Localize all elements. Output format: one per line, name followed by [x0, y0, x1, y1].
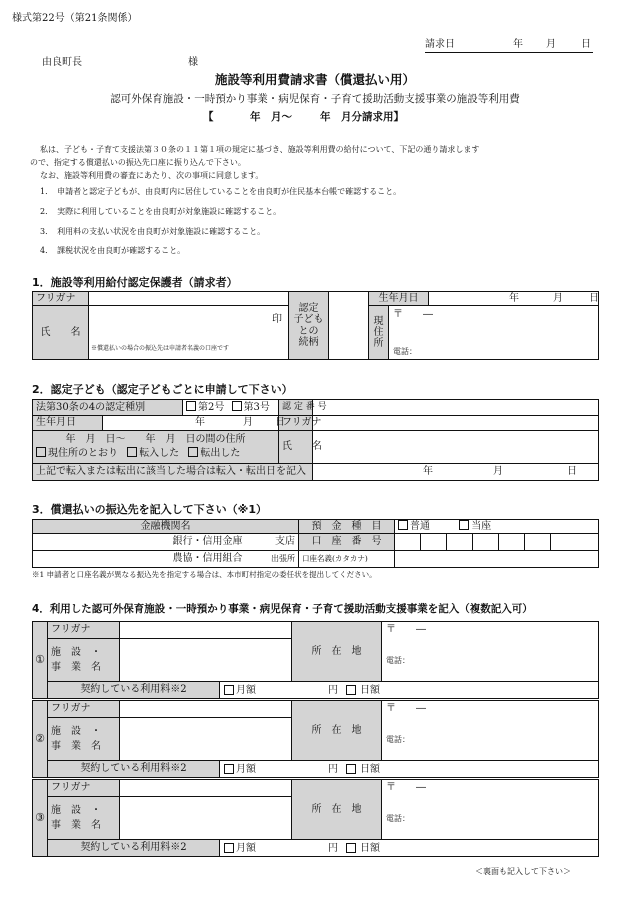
branch-office-label: 出張所: [253, 551, 299, 568]
facility-location-label: 所 在 地: [292, 701, 382, 761]
facility-furigana-field[interactable]: [120, 622, 292, 639]
consent-item-4: 4． 課税状況を由良町が確認すること。: [40, 246, 186, 255]
holder-label: 口座名義(カタカナ): [299, 551, 395, 568]
birth-day-label: 日: [589, 293, 599, 304]
guardian-phone: 電話：: [393, 346, 417, 356]
facility-name-field[interactable]: [120, 797, 292, 840]
fee-monthly-daily[interactable]: [220, 681, 599, 698]
facility-location-field[interactable]: [382, 622, 599, 682]
cert-no-field[interactable]: [313, 400, 599, 416]
checkbox-monthly[interactable]: [224, 764, 234, 774]
guardian-postal: 〒 ―: [393, 309, 433, 320]
consent-item-2: 2． 実際に利用していることを由良町が対象施設に確認すること。: [40, 207, 282, 216]
request-date-label: 請求日: [425, 39, 455, 50]
facility-phone: 電話：: [386, 735, 410, 744]
guardian-name-note: ※償還払いの場合の振込先は申請者名義の口座です: [91, 345, 230, 353]
checkbox-monthly[interactable]: [224, 843, 234, 853]
facility-name-field[interactable]: [120, 639, 292, 682]
facility-name-label: 施 設 ・ 事 業 名: [48, 718, 120, 761]
honorific: 様: [188, 57, 198, 68]
facility-name-label: 施 設 ・ 事 業 名: [48, 639, 120, 682]
facility-furigana-label: フリガナ: [48, 622, 120, 639]
relation-label: 認定 子ども との 続柄: [289, 292, 329, 360]
monthly-yen: 円: [328, 684, 338, 696]
facility-postal: 〒 ―: [386, 703, 426, 714]
checkbox-type3[interactable]: [232, 401, 242, 411]
holder-field[interactable]: [395, 551, 599, 568]
guardian-address-field[interactable]: [389, 306, 599, 360]
cert-no-label: 認 定 番 号: [279, 400, 313, 416]
checkbox-daily[interactable]: [346, 764, 356, 774]
facility-postal: 〒 ―: [386, 782, 426, 793]
checkbox-daily[interactable]: [346, 843, 356, 853]
bank-table: [32, 519, 599, 568]
section-3-heading: 3．償還払いの振込先を記入して下さい（※1）: [32, 503, 268, 516]
child-name-label: 氏 名: [279, 431, 313, 464]
section-2-heading: 2．認定子ども（認定子どもごとに申請して下さい）: [32, 383, 293, 396]
cert-type-label: 法第30条の4の認定種別: [33, 400, 183, 416]
facility-number: ③: [33, 780, 48, 857]
relation-field[interactable]: [329, 292, 369, 360]
branch-label: 支店: [253, 534, 299, 551]
monthly-yen: 円: [328, 842, 338, 854]
type2-label: 第2号: [198, 402, 225, 414]
birth-year-label: 年: [509, 293, 519, 304]
checkbox-ordinary[interactable]: [398, 520, 408, 530]
facility-number: ①: [33, 622, 48, 699]
facility-postal: 〒 ―: [386, 624, 426, 635]
addressee: 由良町長: [42, 57, 82, 68]
deposit-type-label: 預 金 種 目: [299, 520, 395, 534]
monthly-label: 月額: [236, 763, 256, 775]
consent-paragraph-1a: 私は、子ども・子育て支援法第３０条の１１第１項の規定に基づき、施設等利用費の給付について、下記の通り請求します: [40, 145, 480, 154]
facility-furigana-field[interactable]: [120, 780, 292, 797]
fee-label: 契約している利用料※2: [48, 681, 220, 698]
child-furigana-field[interactable]: [313, 415, 599, 431]
checkbox-daily[interactable]: [346, 685, 356, 695]
section-1-heading: 1．施設等利用給付認定保護者（請求者）: [32, 276, 238, 289]
fee-monthly-daily[interactable]: [220, 760, 599, 777]
bank-footnote: ※1 申請者と口座名義が異なる振込先を指定する場合は、本市町村指定の委任状を提出してください。: [32, 570, 377, 579]
type3-label: 第3号: [243, 402, 270, 414]
agri-type-field[interactable]: 農協・信用組合: [33, 551, 253, 568]
account-digit-1[interactable]: [395, 534, 421, 551]
consent-paragraph-2: なお、施設等利用費の審査にあたり、次の事項に同意します。: [40, 171, 264, 180]
guardian-name-label: 氏 名: [33, 306, 89, 360]
deposit-type-options[interactable]: 普通 当座: [395, 520, 599, 534]
date-year-label: 年: [513, 39, 523, 50]
account-digit-2[interactable]: [421, 534, 447, 551]
monthly-label: 月額: [236, 842, 256, 854]
facility-table-1: [32, 621, 599, 699]
period-open: 【: [203, 111, 214, 123]
account-digit-5[interactable]: [499, 534, 525, 551]
guardian-name-field[interactable]: [89, 306, 289, 360]
period-address-label[interactable]: 年 月 日～ 年 月 日の間の住所 現住所のとおり 転入した 転出した: [33, 431, 279, 464]
guardian-table: [32, 291, 599, 360]
facility-number: ②: [33, 701, 48, 778]
child-birth-field[interactable]: [103, 415, 285, 431]
child-name-field[interactable]: [313, 431, 599, 464]
guardian-furigana-field[interactable]: [89, 292, 289, 306]
guardian-birth-field[interactable]: [429, 292, 599, 306]
account-digit-3[interactable]: [447, 534, 473, 551]
facility-location-field[interactable]: [382, 780, 599, 840]
facility-table-2: [32, 700, 599, 778]
fee-label: 契約している利用料※2: [48, 839, 220, 856]
guardian-address-label: 現 住 所: [369, 306, 389, 360]
transfer-day: 日: [567, 466, 577, 478]
consent-item-3: 3． 利用料の支払い状況を由良町が対象施設に確認すること。: [40, 227, 266, 236]
checkbox-moved-out[interactable]: [188, 447, 198, 457]
child-birth-year: 年: [195, 416, 205, 428]
daily-label: 日額: [360, 684, 380, 696]
child-birth-day: 日: [275, 416, 285, 428]
bank-type-field[interactable]: 銀行・信用金庫: [33, 534, 253, 551]
period-from[interactable]: 年 月～: [250, 111, 292, 123]
bank-name-label: 金融機関名: [33, 520, 299, 534]
daily-label: 日額: [360, 763, 380, 775]
facility-name-label: 施 設 ・ 事 業 名: [48, 797, 120, 840]
transfer-date-field[interactable]: [313, 464, 599, 481]
facility-table-3: [32, 779, 599, 857]
child-furigana-label: フリガナ: [279, 415, 313, 431]
birth-month-label: 月: [553, 293, 563, 304]
checkbox-type2[interactable]: [186, 401, 196, 411]
account-no-label: 口 座 番 号: [299, 534, 395, 551]
transfer-year: 年: [423, 466, 433, 478]
child-table: [32, 399, 599, 481]
guardian-birth-label: 生年月日: [369, 292, 429, 306]
request-date[interactable]: [425, 40, 593, 53]
consent-paragraph-1b: ので、指定する償還払いの振込先口座に振り込んで下さい。: [30, 158, 246, 167]
checkbox-moved-in[interactable]: [127, 447, 137, 457]
daily-label: 日額: [360, 842, 380, 854]
facility-phone: 電話：: [386, 814, 410, 823]
page-subtitle: 認可外保育施設・一時預かり事業・病児保育・子育て援助活動支援事業の施設等利用費: [110, 93, 520, 105]
back-side-note: ＜裏面も記入して下さい＞: [475, 867, 571, 876]
cert-type-options[interactable]: [183, 400, 279, 416]
period-address-text: 年 月 日～ 年 月 日の間の住所: [65, 434, 246, 446]
child-birth-month: 月: [243, 416, 253, 428]
child-birth-label: 生年月日: [33, 415, 103, 431]
form-number: 様式第22号（第21条関係）: [12, 13, 138, 24]
page-title: 施設等利用費請求書（償還払い用）: [214, 72, 415, 87]
account-digit-6[interactable]: [525, 534, 551, 551]
facility-furigana-field[interactable]: [120, 701, 292, 718]
facility-location-field[interactable]: [382, 701, 599, 761]
fee-label: 契約している利用料※2: [48, 760, 220, 777]
monthly-yen: 円: [328, 763, 338, 775]
facility-furigana-label: フリガナ: [48, 701, 120, 718]
seal-mark: 印: [272, 314, 282, 325]
account-digit-7[interactable]: [551, 534, 599, 551]
guardian-furigana-label: フリガナ: [33, 292, 89, 306]
account-digit-4[interactable]: [473, 534, 499, 551]
consent-item-1: 1． 申請者と認定子どもが、由良町内に居住していることを由良町が住民基本台帳で確認すること。: [40, 187, 402, 196]
date-day-label: 日: [581, 39, 591, 50]
checkbox-monthly[interactable]: [224, 685, 234, 695]
transfer-note: 上記で転入または転出に該当した場合は転入・転出日を記入: [33, 464, 313, 481]
facility-name-field[interactable]: [120, 718, 292, 761]
facility-location-label: 所 在 地: [292, 780, 382, 840]
fee-monthly-daily[interactable]: [220, 839, 599, 856]
facility-location-label: 所 在 地: [292, 622, 382, 682]
facility-phone: 電話：: [386, 656, 410, 665]
period-to[interactable]: 年 月分請求用】: [320, 111, 404, 123]
checkbox-as-current[interactable]: [36, 447, 46, 457]
section-4-heading: 4．利用した認可外保育施設・一時預かり事業・病児保育・子育て援助活動支援事業を記入（複数記入可）: [32, 603, 533, 615]
transfer-month: 月: [493, 466, 503, 478]
checkbox-current[interactable]: [459, 520, 469, 530]
facility-furigana-label: フリガナ: [48, 780, 120, 797]
date-month-label: 月: [546, 39, 556, 50]
monthly-label: 月額: [236, 684, 256, 696]
